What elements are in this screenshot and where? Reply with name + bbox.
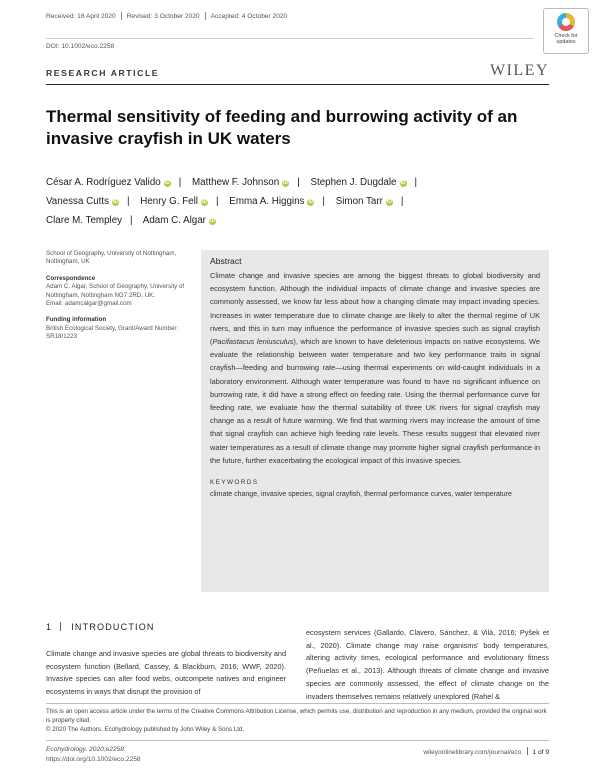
section-divider: [60, 622, 61, 631]
accepted-date: Accepted: 4 October 2020: [210, 12, 288, 20]
check-for-updates-label: Check for updates: [554, 33, 578, 46]
section-title: INTRODUCTION: [71, 622, 155, 632]
received-date: Received: 16 April 2020: [46, 12, 116, 20]
affiliation: School of Geography, University of Nottingham, Nottingham, UK: [46, 250, 177, 266]
abstract-text: Climate change and invasive species are among the biggest threats to global biodiversity and ecosystem function. Although the individual impacts of climate change and invasive species are commonly assessed, we know far less about how a changing climate may impact invading species. Increases in water temperature due to climate change are likely to alter the thermal regime of UK rivers, and this in turn may influence the performance of invasive species such as signal crayfish (Pacifastacus leniusculus), which are known to have deleterious impacts on native ecosystems. We evaluate the relationship between water temperature and two key performance traits in signal crayfish—feeding and burrowing rate—using thermal experiments on wild-caught individuals in a laboratory environment. Although water temperature was found to have no significant influence on burrowing rate, it did have a strong effect on feeding rate. Using the thermal performance curve for feeding rate, we evaluate how the thermal suitability of three UK rivers for signal crayfish may change as a result of future warming. We find that warming rivers may increase the amount of time that signal crayfish can achieve high feeding rate levels. These results suggest that elevated river water temperatures as a result of climate change may promote higher signal crayfish performance in the future, further exacerbating the ecological impact of this invasive species.: [210, 271, 540, 465]
received-date-line: [46, 12, 287, 20]
keywords-list: climate change, invasive species, signal crayfish, thermal performance curves, water temperature: [210, 491, 512, 499]
paper-title: Thermal sensitivity of feeding and burrowing activity of an invasive crayfish in UK waters: [46, 107, 518, 148]
revised-date: Revised: 3 October 2020: [126, 12, 200, 20]
article-type: RESEARCH ARTICLE: [46, 68, 160, 78]
journal-citation: Ecohydrology. 2020;e2258.: [46, 746, 126, 753]
header-divider: [46, 38, 534, 39]
doi-link[interactable]: https://doi.org/10.1002/eco.2258: [46, 756, 141, 763]
correspondence-text: Adam C. Algar, School of Geography, University of Nottingham, Nottingham NG7 2RD, UK.: [46, 283, 185, 299]
section-number: 1: [46, 622, 53, 632]
author[interactable]: Clare M. Templey: [46, 215, 123, 226]
date-separator: [121, 12, 122, 20]
orcid-icon[interactable]: iD: [164, 180, 170, 186]
footer-separator: [527, 747, 528, 755]
article-sidebar: [46, 250, 194, 342]
abstract-heading: Abstract: [210, 256, 242, 266]
species-name: Pacifastacus leniusculus: [212, 337, 294, 347]
orcid-icon[interactable]: iD: [209, 218, 215, 224]
author-list: [46, 173, 546, 230]
author-separator: |: [178, 177, 182, 188]
author-separator: |: [322, 196, 325, 207]
author-separator: |: [127, 196, 130, 207]
title-divider: [46, 84, 549, 85]
orcid-icon[interactable]: iD: [113, 199, 118, 205]
author-separator: |: [130, 215, 133, 226]
orcid-icon[interactable]: iD: [283, 180, 289, 186]
author[interactable]: Adam C. Algar iD: [142, 215, 215, 226]
orcid-icon[interactable]: iD: [308, 199, 314, 205]
orcid-icon[interactable]: iD: [386, 199, 392, 205]
crossmark-icon: [557, 13, 575, 31]
author[interactable]: Matthew F. Johnson iD: [192, 177, 289, 188]
author[interactable]: Emma A. Higgins iD: [229, 196, 314, 207]
page-number: 1 of 9: [532, 749, 549, 756]
funding-text: British Ecological Society, Grant/Award Number: SR18/1223: [46, 324, 179, 341]
footer-divider: [46, 703, 549, 704]
author[interactable]: Simon Tarr iD: [335, 196, 392, 207]
orcid-icon[interactable]: iD: [202, 199, 207, 205]
author-separator: |: [216, 196, 219, 207]
funding-heading: Funding information: [46, 316, 107, 324]
orcid-icon[interactable]: iD: [400, 180, 406, 186]
copyright: © 2020 The Authors. Ecohydrology published by John Wiley & Sons Ltd.: [46, 726, 245, 733]
journal-url[interactable]: wileyonlinelibrary.com/journal/eco: [423, 749, 522, 756]
check-for-updates-button[interactable]: [543, 8, 589, 54]
correspondence-email[interactable]: Email: adamcalgar@gmail.com: [46, 300, 132, 308]
keywords-heading: KEYWORDS: [210, 479, 259, 487]
author[interactable]: Henry G. Fell iD: [140, 196, 207, 207]
footer-divider: [46, 740, 549, 741]
author[interactable]: Vanessa Cutts iD: [46, 196, 118, 207]
date-separator: [205, 12, 206, 20]
intro-paragraph-left: Climate change and invasive species are global threats to biodiversity and ecosystem function (Bellard, Cassey, & Blackburn, 2016; WWF, 2020). Invasive species can alter food webs, outcompete natives and engineer ecosystems in ways that disrupt the provision of: [46, 649, 286, 697]
intro-paragraph-right: ecosystem services (Gallardo, Clavero, Sánchez, & Vilà, 2016; Pyšek et al., 2020). Climate change may raise organisms' body temperatures, altering activity times, ecological performance and evolutionary fitness (Peñuelas et al., 2013). Although threats of climate change and invasive species are commonly assessed, the effect of climate change on the invaders themselves remains relatively unexplored (Rahel &: [306, 628, 549, 701]
author-separator: |: [297, 177, 300, 188]
footer-right: [423, 747, 549, 756]
author[interactable]: César A. Rodríguez Valido iD: [46, 177, 170, 188]
author[interactable]: Stephen J. Dugdale iD: [310, 177, 406, 188]
doi[interactable]: DOI: 10.1002/eco.2258: [46, 43, 115, 50]
author-separator: |: [414, 177, 418, 188]
publisher-logo: WILEY: [489, 62, 549, 79]
author-separator: |: [400, 196, 404, 207]
abstract-box: [201, 250, 549, 592]
section-heading: [46, 622, 155, 632]
citation-block: [46, 745, 141, 765]
license-notice: [46, 707, 549, 734]
license-text: This is an open access article under the terms of the Creative Commons Attribution License, which permits use, distribution and reproduction in any medium, provided the original work is properly cited.: [46, 708, 547, 724]
correspondence-heading: Correspondence: [46, 274, 96, 282]
